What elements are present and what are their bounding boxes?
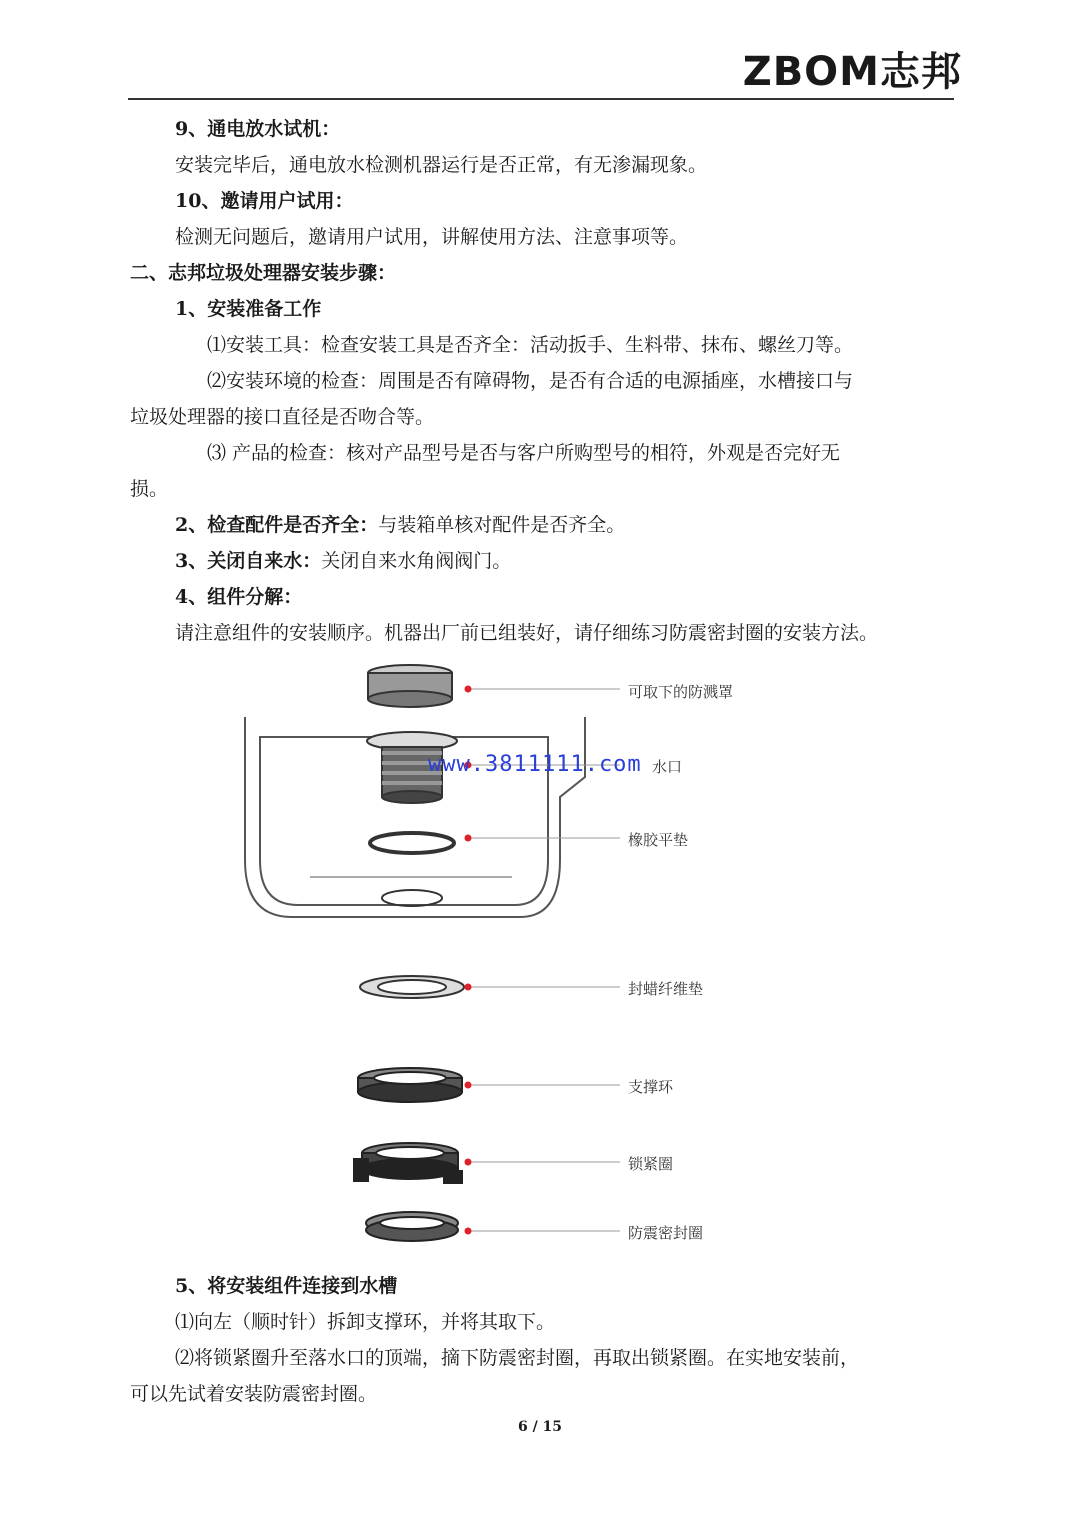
splash-guard-drawing — [368, 665, 452, 707]
website-watermark: www.3811111.com — [428, 752, 642, 777]
prep-environment-cont: 垃圾处理器的接口直径是否吻合等。 — [130, 406, 435, 428]
step-5-sub-2: ⑵将锁紧圈升至落水口的顶端，摘下防震密封圈，再取出锁紧圈。在实地安装前， — [175, 1347, 860, 1369]
step-2-heading: 2、检查配件是否齐全： — [175, 514, 379, 536]
step-2 — [175, 513, 625, 537]
label-splash-guard: 可取下的防溅罩 — [628, 683, 734, 701]
step-3 — [175, 549, 511, 573]
step-10-heading: 10、邀请用户试用： — [175, 190, 354, 212]
prep-heading: 1、安装准备工作 — [175, 298, 322, 320]
step-5-sub-2-cont: 可以先试着安装防震密封圈。 — [130, 1383, 378, 1405]
exploded-parts-diagram — [230, 655, 790, 1265]
section-2-heading: 二、志邦垃圾处理器安装步骤： — [130, 262, 397, 284]
step-4-text: 请注意组件的安装顺序。机器出厂前已组装好，请仔细练习防震密封圈的安装方法。 — [175, 622, 879, 644]
support-ring-drawing — [358, 1068, 462, 1102]
label-fiber-gasket: 封蜡纤维垫 — [628, 980, 704, 998]
page-number: 6 / 15 — [517, 1419, 563, 1435]
locking-ring-drawing — [354, 1143, 462, 1183]
label-rubber-gasket: 橡胶平垫 — [628, 831, 689, 849]
header-divider — [128, 98, 954, 100]
prep-product-cont: 损。 — [130, 478, 169, 500]
step-3-text: 关闭自来水角阀阀门。 — [321, 550, 512, 572]
step-9-heading: 9、通电放水试机： — [175, 118, 341, 140]
seal-ring-drawing — [366, 1212, 458, 1241]
prep-environment: ⑵安装环境的检查：周围是否有障碍物，是否有合适的电源插座，水槽接口与 — [207, 370, 854, 392]
fiber-gasket-drawing — [360, 976, 464, 998]
label-drain-outlet: 水口 — [652, 758, 683, 776]
label-seal-ring: 防震密封圈 — [628, 1224, 704, 1242]
step-3-heading: 3、关闭自来水： — [175, 550, 322, 572]
rubber-gasket-drawing — [370, 833, 454, 906]
step-4-heading: 4、组件分解： — [175, 586, 303, 608]
step-10-text: 检测无问题后，邀请用户试用，讲解使用方法、注意事项等。 — [175, 226, 689, 248]
prep-tools: ⑴安装工具：检查安装工具是否齐全：活动扳手、生料带、抹布、螺丝刀等。 — [207, 334, 854, 356]
label-support-ring: 支撑环 — [628, 1078, 674, 1096]
step-5-sub-1: ⑴向左（顺时针）拆卸支撑环，并将其取下。 — [175, 1311, 556, 1333]
prep-product: ⑶ 产品的检查：核对产品型号是否与客户所购型号的相符，外观是否完好无 — [207, 442, 841, 464]
step-5-heading: 5、将安装组件连接到水槽 — [175, 1275, 398, 1297]
brand-logo: ZBOM志邦 — [742, 49, 962, 95]
step-2-text: 与装箱单核对配件是否齐全。 — [378, 514, 626, 536]
step-9-text: 安装完毕后，通电放水检测机器运行是否正常，有无渗漏现象。 — [175, 154, 708, 176]
label-locking-ring: 锁紧圈 — [628, 1155, 674, 1173]
